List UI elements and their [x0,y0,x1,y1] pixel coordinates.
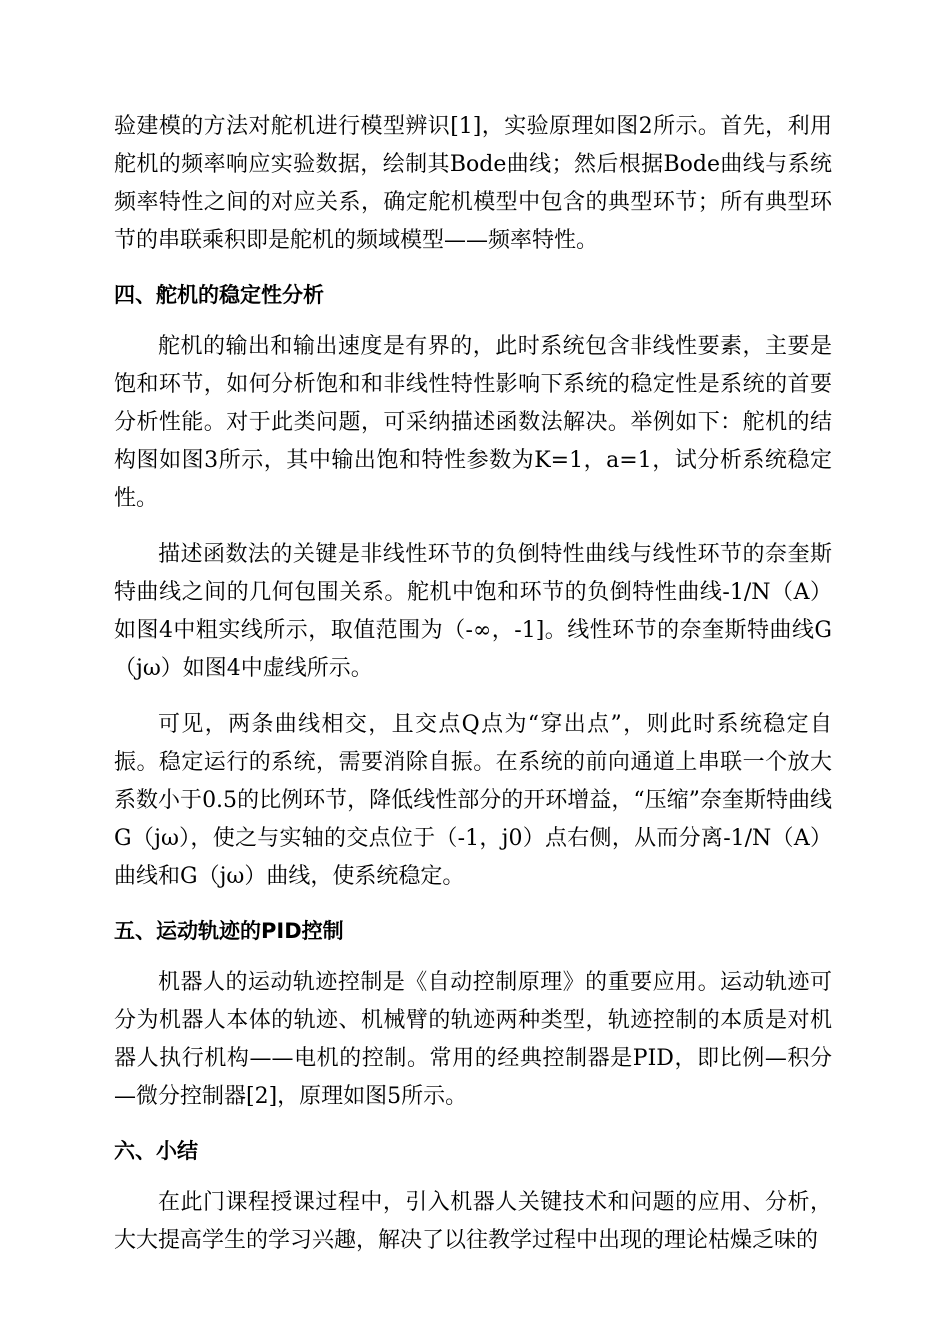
heading-summary: 六、小结 [114,1139,198,1163]
heading-pid-control: 五、运动轨迹的PID控制 [114,919,344,943]
paragraph-describing-function: 描述函数法的关键是非线性环节的负倒特性曲线与线性环节的奈奎斯特曲线之间的几何包围关系。舵机中饱和环节的负倒特性曲线-1/N（A）如图4中粗实线所示，取值范围为（-∞，-1]。线性环节的奈奎斯特曲线G（jω）如图4中虚线所示。 [114,542,832,681]
paragraph-saturation-analysis: 舵机的输出和输出速度是有界的，此时系统包含非线性要素，主要是饱和环节，如何分析饱和和非线性特性影响下系统的稳定性是系统的首要分析性能。对于此类问题，可采纳描述函数法解决。举例如下：舵机的结构图如图3所示，其中输出饱和特性参数为K=1，a=1，试分析系统稳定性。 [114,334,832,511]
paragraph-summary: 在此门课程授课过程中，引入机器人关键技术和问题的应用、分析，大大提高学生的学习兴趣，解决了以往教学过程中出现的理论枯燥乏味的 [114,1190,832,1253]
paragraph-modeling-method: 验建模的方法对舵机进行模型辨识[1]，实验原理如图2所示。首先，利用舵机的频率响应实验数据，绘制其Bode曲线；然后根据Bode曲线与系统频率特性之间的对应关系，确定舵机模型中包含的典型环节；所有典型环节的串联乘积即是舵机的频域模型——频率特性。 [114,114,832,253]
heading-servo-stability: 四、舵机的稳定性分析 [114,283,324,307]
paragraph-trajectory-control: 机器人的运动轨迹控制是《自动控制原理》的重要应用。运动轨迹可分为机器人本体的轨迹、机械臂的轨迹两种类型，轨迹控制的本质是对机器人执行机构——电机的控制。常用的经典控制器是PID，即比例—积分—微分控制器[2]，原理如图5所示。 [114,970,832,1109]
paragraph-self-oscillation: 可见，两条曲线相交，且交点Q点为“穿出点”，则此时系统稳定自振。稳定运行的系统，需要消除自振。在系统的前向通道上串联一个放大系数小于0.5的比例环节，降低线性部分的开环增益，“压缩”奈奎斯特曲线G（jω），使之与实轴的交点位于（-1，j0）点右侧，从而分离-1/N（A）曲线和G（jω）曲线，使系统稳定。 [114,712,832,889]
